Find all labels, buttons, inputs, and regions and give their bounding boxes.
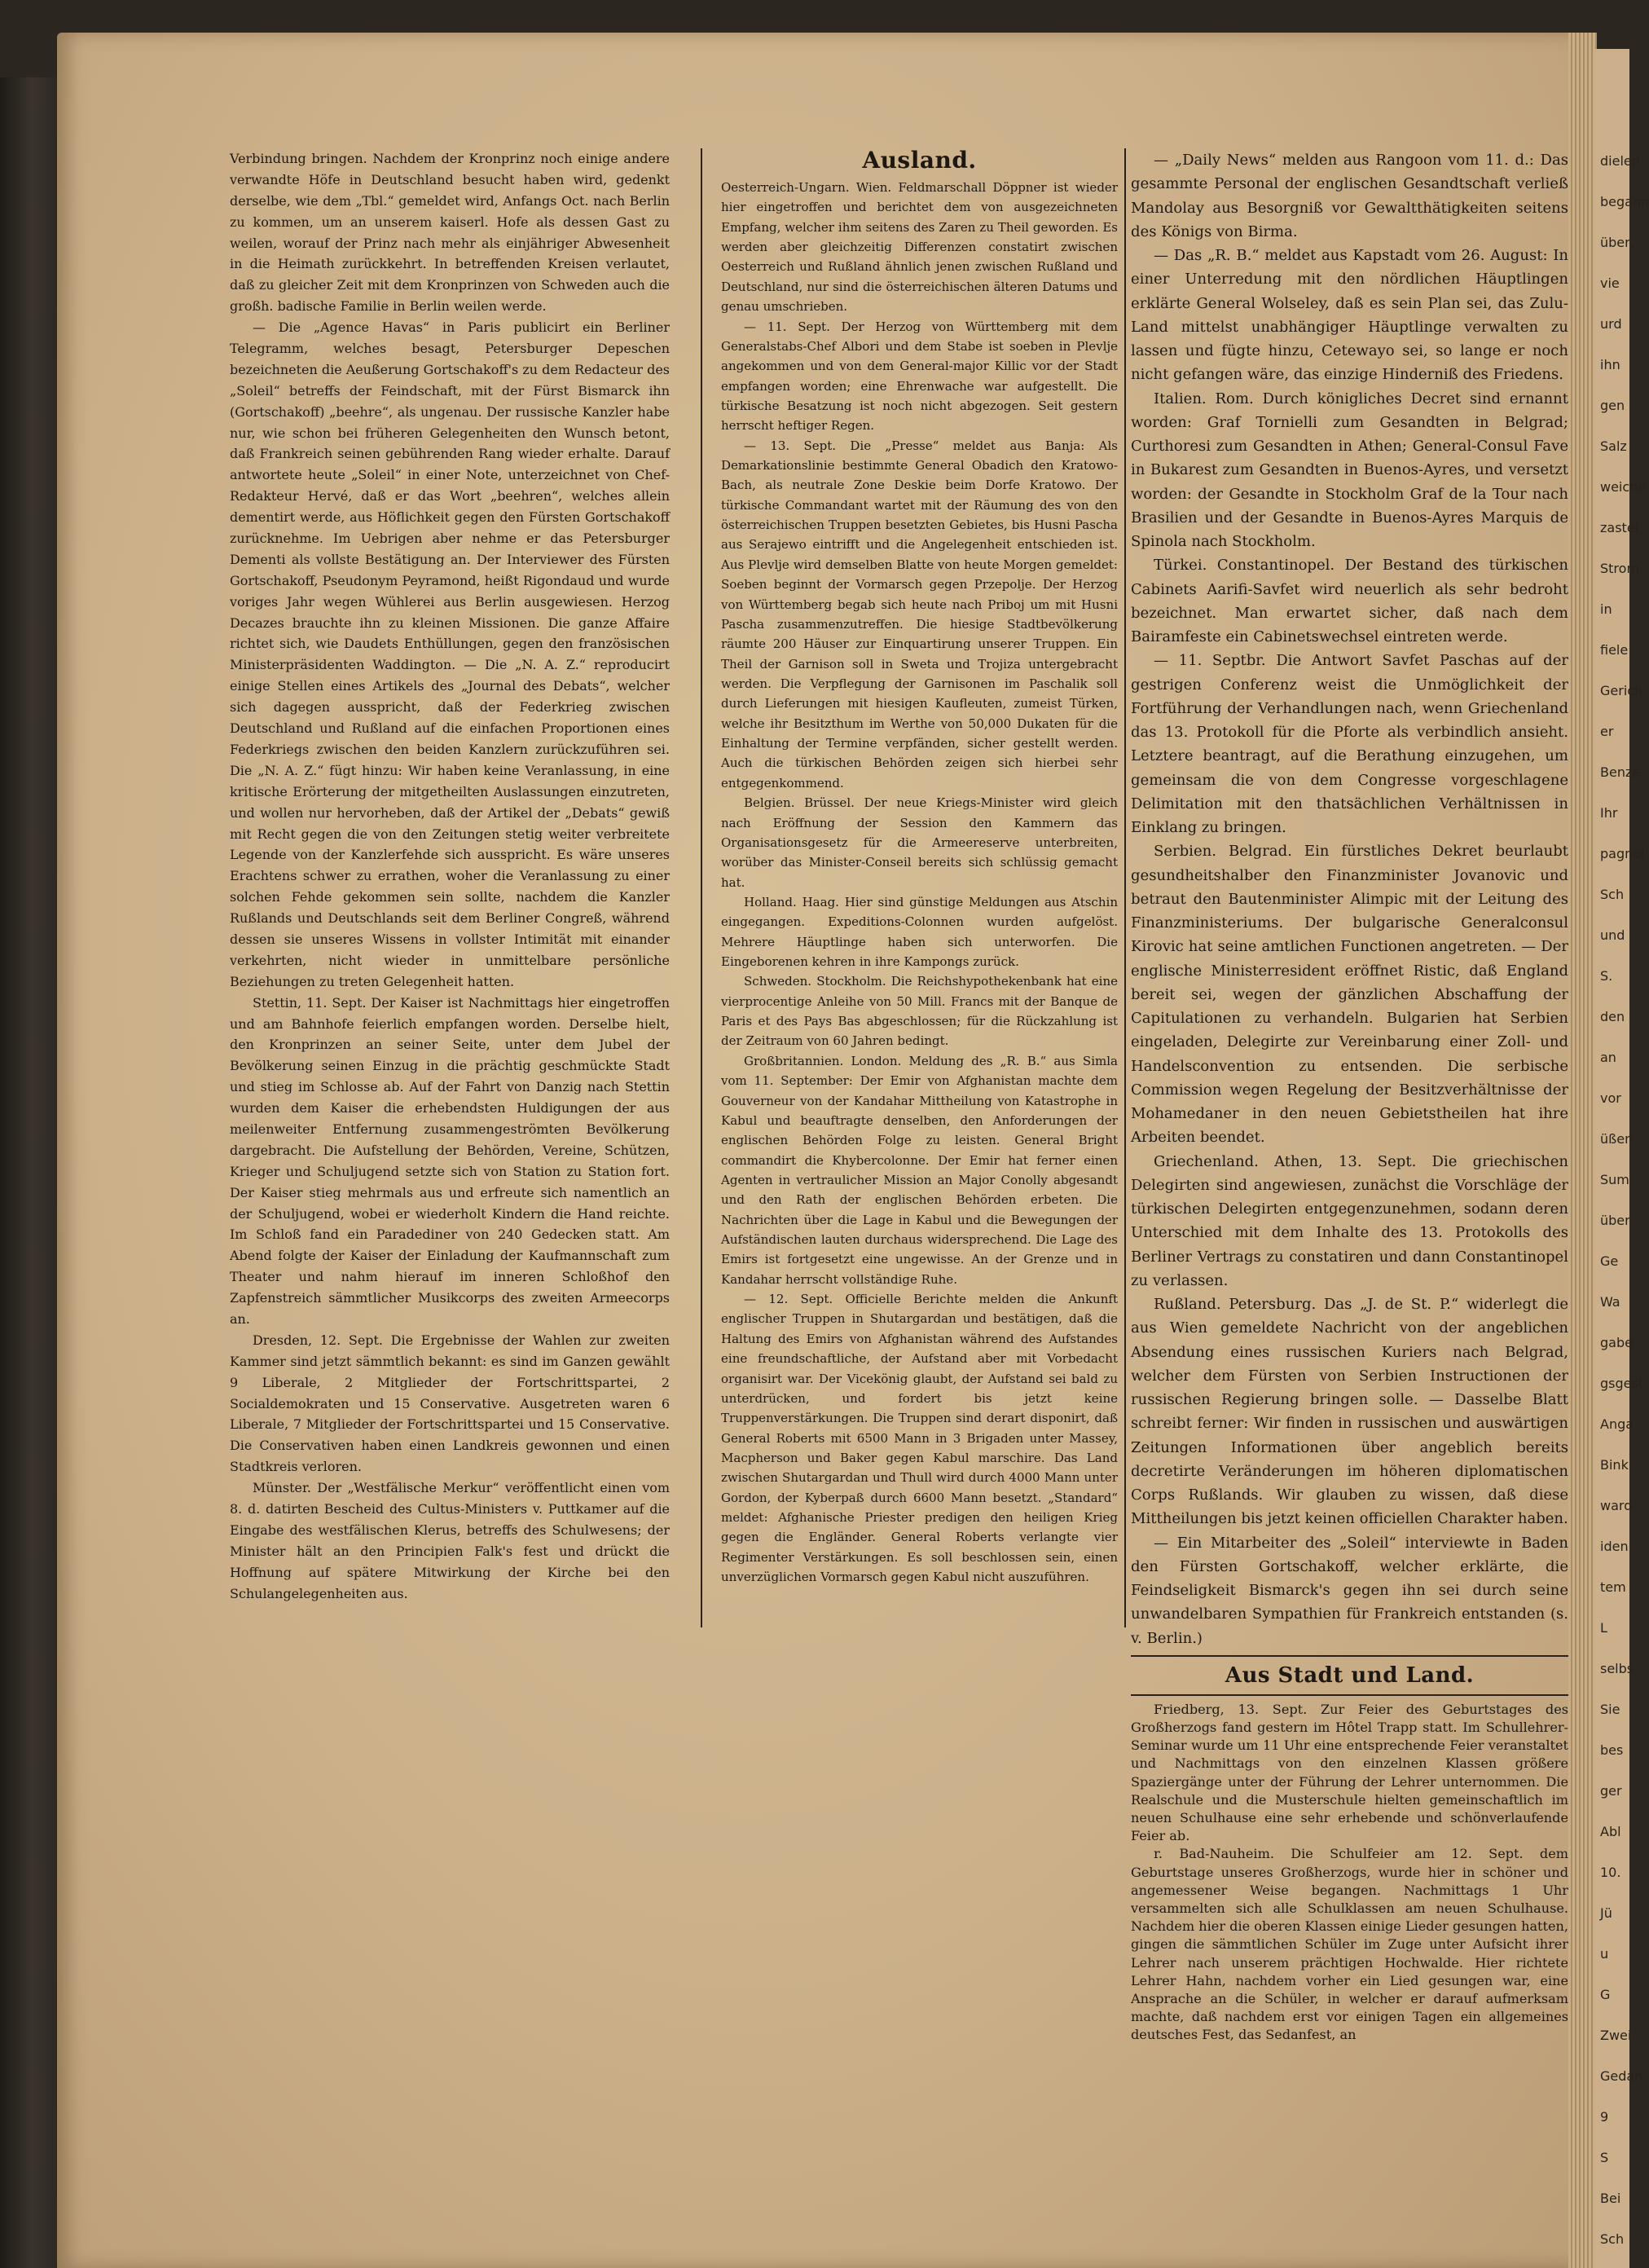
article-text: Stettin, 11. Sept. Der Kaiser ist Nachmittags hier eingetroffen und am Bahnhofe feierlich empfangen worden. Derselbe hielt, den Kronprinzen an seiner Seite, unter dem Jubel der Bevölkerung seinen Einzug in die prächtig geschmückte Stadt und stieg im Schlosse ab. Auf der Fahrt von Danzig nach Stettin wurden dem Kaiser die erhebendsten Huldigungen der aus meilenweiter Entfernung zusammengeströmten Bevölkerung dargebracht. Die Aufstellung der Behörden, Vereine, Schützen, Krieger und Schuljugend setzte sich von Station zu Station fort. Der Kaiser stieg mehrmals aus und erfreute sich namentlich an der Schuljugend, wobei er wiederholt Kindern die Hand reichte. Im Schloß fand ein Paradediner von 240 Gedecken statt. Am Abend folgte der Kaiser der Einladung der Kaufmannschaft zum Theater und nahm hierauf im inneren Schloßhof den Zapfenstreich sämmtlicher Musikcorps des zweiten Armeecorps an. [230,994,670,1327]
margin-fragment: Sch [1600,887,1625,902]
article-text: Friedberg, 13. Sept. Zur Feier des Geburtstages des Großherzogs fand gestern im Hôtel Trapp statt. Im Schullehrer-Seminar wurde um 11 Uhr eine entsprechende Feier veranstaltet und Nachmittags von den einzelnen Klassen größere Spaziergänge unter der Führung der Lehrer unternommen. Die Realschule und die Musterschule hielten gemeinschaftlich im neuen Schulhause eine sehr erhebende und schönverlaufende Feier ab. [1131,1701,1568,1844]
margin-fragment: ward [1600,1498,1633,1513]
margin-fragment: vie [1600,275,1620,291]
margin-fragment: über [1600,1213,1630,1228]
article-text: Rußland. Petersburg. Das „J. de St. P.“ widerlegt die aus Wien gemeldete Nachricht von der angeblichen Absendung eines russischen Kuriers nach Belgrad, welcher dem Fürsten von Serbien Instructionen der russischen Regierung bringen solle. — Dasselbe Blatt schreibt ferner: Wir finden in russischen und auswärtigen Zeitungen Informationen über angeblich bereits decretirte Veränderungen im höheren diplomatischen Corps Rußlands. Wir glauben zu wissen, daß diese Mittheilungen bis jetzt keinen officiellen Charakter haben. [1131,1296,1568,1528]
section-divider [1131,1655,1568,1657]
margin-fragment: G [1600,1987,1611,2002]
margin-fragment: gabe [1600,1335,1633,1350]
margin-fragment: gen [1600,398,1625,413]
article-text: Dresden, 12. Sept. Die Ergebnisse der Wahlen zur zweiten Kammer sind jetzt sämmtlich bekannt: es sind im Ganzen gewählt 9 Liberale, 2 Mitglieder der Fortschrittspartei, 2 Socialdemokraten und 15 Conservative. Ausgetreten waren 6 Liberale, 7 Mitglieder der Fortschrittspartei und 15 Conservative. Die Conservativen haben einen Landkreis gewonnen und einen Stadtkreis verloren. [230,1332,670,1475]
column-middle [721,147,1118,1588]
margin-fragment: Bei [1600,2191,1621,2206]
article-text: Griechenland. Athen, 13. Sept. Die griechischen Delegirten sind angewiesen, zunächst die Vorschläge der türkischen Delegirten entgegenzunehmen, sodann deren Unterschied mit dem Inhalte des 13. Protokolls des Berliner Vertrags zu constatiren und dann Constantinopel zu verlassen. [1131,1152,1568,1289]
margin-fragment: Zwei [1600,2028,1632,2043]
margin-fragment: und [1600,927,1625,943]
margin-fragment: Salz [1600,438,1627,454]
margin-fragment: dielen [1600,153,1640,169]
article-text: Belgien. Brüssel. Der neue Kriegs-Minister wird gleich nach Eröffnung der Session den Kammern das Organisationsgesetz für die Armeereserve unterbreiten, worüber das Minister-Conseil bereits sich schlüssig gemacht hat. [721,795,1118,890]
article-text: — Die „Agence Havas“ in Paris publicirt ein Berliner Telegramm, welches besagt, Petersburger Depeschen bezeichneten die Aeußerung Gortschakoff's zu dem Redacteur des „Soleil“ betreffs der Feindschaft, mit der Fürst Bismarck ihn (Gortschakoff) „beehre“, als ungenau. Der russische Kanzler habe nur, wie schon bei früheren Gelegenheiten den Wunsch betont, daß Frankreich seinen gebührenden Rang wieder erhalte. Darauf antwortete heute „Soleil“ in einer Note, unterzeichnet von Chef-Redakteur Hervé, daß er das Wort „beehren“, welches allein dementirt werde, aus Höflichkeit gegen den Fürsten Gortschakoff zurücknehme. Im Uebrigen aber nehme er das Petersburger Dementi als vollste Bestätigung an. Der Interviewer des Fürsten Gortschakoff, Pseudonym Peyramond, heißt Rigondaud und wurde voriges Jahr wegen Wühlerei aus Berlin ausgewiesen. Herzog Decazes brauchte ihn zu kleinen Missionen. Die ganze Affaire richtet sich, wie Daudets Enthüllungen, gegen den französischen Ministerpräsidenten Waddington. — Die „N. A. Z.“ reproducirt einige Stellen eines Artikels des „Journal des Debats“, welcher sich dagegen ausspricht, daß der Federkrieg zwischen Deutschland und Rußland auf die einfachen Proportionen eines Federkriegs zwischen den beiden Kanzlern zurückzuführen sei. Die „N. A. Z.“ fügt hinzu: Wir haben keine Veranlassung, in eine kritische Erörterung der mitgetheilten Auslassungen einzutreten, und wollen nur hervorheben, daß der Artikel der „Debats“ gewiß mit Recht gegen die von den Zeitungen stetig weiter verbreitete Legende von der Kanzlerfehde sich ausspricht. Es wäre unseres Erachtens schwer zu errathen, woher die Veranlassung zu einer solchen Fehde gekommen sein sollte, nachdem die Kanzler Rußlands und Deutschlands seit dem Berliner Congreß, während dessen sie unseres Wissens in vollster Intimität mit einander verkehrten, nicht wieder in unmittelbare persönliche Beziehungen zu treten Gelegenheit hatten. [230,319,670,989]
margin-fragment: pagnol [1600,846,1645,861]
margin-fragment: Ihr [1600,805,1618,821]
article-text: Münster. Der „Westfälische Merkur“ veröffentlicht einen vom 8. d. datirten Bescheid des Cultus-Ministers v. Puttkamer auf die Eingabe des westfälischen Klerus, betreffs des Schulwesens; der Minister hält an den Principien Falk's fest und drückt die Hoffnung auf spätere Mitwirkung der Kirche bei den Schulangelegenheiten aus. [230,1480,670,1601]
margin-fragment: gsgest [1600,1376,1644,1391]
margin-fragment: begann [1600,194,1649,209]
margin-fragment: Jü [1600,1905,1612,1921]
margin-fragment: Anga [1600,1416,1634,1432]
margin-fragment: Gerich [1600,683,1643,698]
article-text: Schweden. Stockholm. Die Reichshypothekenbank hat eine vierprocentige Anleihe von 50 Mill. Francs mit der Banque de Paris et des Pays Bas abgeschlossen; für die Rückzahlung ist der Zeitraum von 60 Jahren bedingt. [721,974,1118,1049]
article-text: — 12. Sept. Officielle Berichte melden die Ankunft englischer Truppen in Shutargardan und bestätigen, daß die Haltung des Emirs von Afghanistan während des Aufstandes eine freundschaftliche, der Aufstand aber mit Vorbedacht organisirt war. Der Vicekönig glaubt, der Aufstand sei bald zu unterdrücken, und fordert bis jetzt keine Truppenverstärkungen. Die Truppen sind derart disponirt, daß General Roberts mit 6500 Mann in 3 Brigaden unter Massey, Macpherson und Baker gegen Kabul marschire. Das Land zwischen Shutargardan und Thull wird durch 4000 Mann unter Gordon, der Kyberpaß durch 6600 Mann besetzt. „Standard“ meldet: Afghanische Priester predigen den heiligen Krieg gegen die Engländer. General Roberts verlangte vier Regimenter Verstärkungen. Es soll beschlossen sein, einen unverzüglichen Vormarsch gegen Kabul nicht auszuführen. [721,1292,1118,1585]
section-heading-ausland: Ausland. [862,147,977,174]
article-text: — 11. Septbr. Die Antwort Savfet Paschas auf der gestrigen Conferenz weist die Unmöglichkeit der Fortführung der Verhandlungen nach, wenn Griechenland das 13. Protokoll für die Pforte als verbindlich ansieht. Letztere beantragt, auf die Berathung einzugehen, um gemeinsam die von dem Congresse vorgeschlagene Delimitation mit den thatsächlichen Verhältnissen in Einklang zu bringen. [1131,652,1568,836]
article-text: Großbritannien. London. Meldung des „R. B.“ aus Simla vom 11. September: Der Emir von Afghanistan machte dem Gouverneur von der Kandahar Mittheilung von Katastrophe in Kabul und beauftragte denselben, den Anforderungen der englischen Behörden Folge zu leisten. General Bright commandirt die Khybercolonne. Der Emir hat ferner einen Agenten in vertraulicher Mission an Major Conolly abgesandt und den Rath der englischen Behörden erbeten. Die Nachrichten über die Lage in Kabul und die Bewegungen der Aufständischen lauten durchaus widersprechend. Die Lage des Emirs ist fortgesetzt eine ungewisse. An der Grenze und in Kandahar herrscht vollständige Ruhe. [721,1053,1118,1287]
article-text: — Ein Mitarbeiter des „Soleil“ interviewte in Baden den Fürsten Gortschakoff, welcher erklärte, die Feindseligkeit Bismarck's gegen ihn sei durch seine unwandelbaren Sympathien für Frankreich entstanden (s. v. Berlin.) [1131,1534,1568,1647]
margin-fragment: L [1600,1620,1607,1636]
margin-fragment: Strom [1600,561,1640,576]
column-rule-1 [701,148,702,1627]
margin-fragment: Bink [1600,1457,1629,1473]
margin-fragment: Ge [1600,1253,1619,1269]
article-text: Italien. Rom. Durch königliches Decret sind ernannt worden: Graf Tornielli zum Gesandten in Belgrad; Curthoresi zum Gesandten in Athen; General-Consul Fave in Bukarest zum Gesandten in Buenos-Ayres, und versetzt worden: der Gesandte in Stockholm Graf de la Tour nach Brasilien und der Gesandte in Buenos-Ayres Marquis de Spinola nach Stockholm. [1131,390,1568,550]
margin-fragment: ger [1600,1783,1622,1799]
margin-fragment: in [1600,601,1612,617]
column-right [1131,148,1568,2045]
article-text: — 13. Sept. Die „Presse“ meldet aus Banja: Als Demarkationslinie bestimmte General Obadich den Kratowo-Bach, als neutrale Zone Deskie beim Dorfe Kratowo. Der türkische Commandant wartet mit der Räumung des von den österreichischen Truppen besetzten Gebietes, bis Husni Pascha aus Serajewo eintrifft und die Angelegenheit entschieden ist. Aus Plevlje wird demselben Blatte von heute Morgen gemeldet: Soeben beginnt der Vormarsch gegen Przepolje. Der Herzog von Württemberg begab sich heute nach Priboj um mit Husni Pascha zusammenzutreffen. Die hiesige Stadtbevölkerung räumte 200 Häuser zur Einquartirung unserer Truppen. Ein Theil der Garnison soll in Sweta und Trojiza untergebracht werden. Die Verpflegung der Garnisonen im Paschalik soll durch Lieferungen mit hiesigen Kaufleuten, zumeist Türken, welche ihr Besitzthum im Werthe von 50,000 Dukaten für die Einhaltung der Termine verpfänden, sicher gestellt werden. Auch die türkischen Behörden zeigen sich hierbei sehr entgegenkommend. [721,438,1118,790]
page-edges [1568,33,1597,2268]
article-text: — „Daily News“ melden aus Rangoon vom 11. d.: Das gesammte Personal der englischen Gesandtschaft verließ Mandolay aus Besorgniß vor Gewaltthätigkeiten seitens des Königs von Birma. [1131,152,1568,240]
margin-fragment: er [1600,724,1614,739]
margin-fragment: Gedan [1600,2068,1643,2084]
margin-fragment: den [1600,1009,1625,1024]
margin-fragment: iden [1600,1539,1629,1554]
margin-fragment: S. [1600,968,1613,984]
margin-fragment: bes [1600,1742,1624,1758]
margin-fragment: 10. [1600,1865,1621,1880]
article-text: Holland. Haag. Hier sind günstige Meldungen aus Atschin eingegangen. Expeditions-Colonnen wurden aufgelöst. Mehrere Häuptlinge haben sich unterworfen. Die Eingeborenen kehren in ihre Kampongs zurück. [721,894,1118,970]
margin-fragment: üßen [1600,1131,1634,1147]
margin-fragment: S [1600,2150,1609,2165]
margin-fragment: weiche [1600,479,1647,495]
margin-fragment: Abl [1600,1824,1621,1839]
margin-fragment: vor [1600,1090,1621,1106]
margin-fragment: zastel [1600,520,1639,535]
margin-fragment: fiele [1600,642,1629,658]
margin-fragment: über, [1600,235,1634,250]
margin-fragment: u [1600,1946,1609,1962]
article-text: Türkei. Constantinopel. Der Bestand des türkischen Cabinets Aarifi-Savfet wird neuerlich als sehr bedroht bezeichnet. Man erwartet sicher, daß nach dem Bairamfeste ein Cabinetswechsel eintreten werde. [1131,557,1568,645]
margin-fragment: Sch [1600,2231,1625,2247]
article-text: — Das „R. B.“ meldet aus Kapstadt vom 26. August: In einer Unterredung mit den nördlichen Häuptlingen erklärte General Wolseley, daß es sein Plan sei, das Zulu-Land mittelst unabhängiger Häuptlinge verwalten zu lassen und fügte hinzu, Cetewayo sei, so lange er noch nicht gefangen wäre, das einzige Hinderniß des Friedens. [1131,247,1568,384]
section-divider [1131,1694,1568,1696]
margin-fragment: selbs [1600,1661,1634,1676]
column-left [230,148,670,1604]
margin-fragment: Sie [1600,1702,1620,1717]
margin-fragment: Benze [1600,764,1641,780]
article-text: r. Bad-Nauheim. Die Schulfeier am 12. Sept. dem Geburtstage unseres Großherzogs, wurde hier in schöner und angemessener Weise begangen. Nachmittags 1 Uhr versammelten sich alle Schulklassen am neuen Schulhause. Nachdem hier die oberen Klassen einige Lieder gesungen hatten, gingen die sämmtlichen Schüler im Zuge unter Aufsicht ihrer Lehrer nach unserem prächtigen Hochwalde. Hier richtete Lehrer Hahn, nachdem vorher ein Lied gesungen war, eine Ansprache an die Schüler, in welcher er darauf aufmerksam machte, daß nachdem erst vor einigen Tagen ein allgemeines deutsches Fest, das Sedanfest, an [1131,1846,1568,2043]
margin-fragment: tem [1600,1579,1626,1595]
margin-fragment: 9 [1600,2109,1609,2125]
article-text: Serbien. Belgrad. Ein fürstliches Dekret beurlaubt gesundheitshalber den Finanzminister Jovanovic und betraut den Bautenminister Alimpic mit der Leitung des Finanzministeriums. Der bulgarische Generalconsul Kirovic hat seine amtlichen Functionen angetreten. — Der englische Ministerresident eröffnet Ristic, daß England bereit sei, wegen der gänzlichen Abschaffung der Capitulationen zu verhandeln. Bulgarien hat Serbien eingeladen, Delegirte zur Vereinbarung einer Zoll- und Handelsconvention zu entsenden. Die serbische Commission wegen Regelung der Besitzverhältnisse der Mohamedaner in den neuen Gebietstheilen hat ihre Arbeiten beendet. [1131,843,1568,1147]
margin-fragment: Sum [1600,1172,1629,1187]
section-heading-stadt-und-land: Aus Stadt und Land. [1225,1662,1475,1688]
facing-page-fragment [1595,49,1649,2268]
margin-fragment: ihn [1600,357,1620,372]
article-text: Oesterreich-Ungarn. Wien. Feldmarschall Döppner ist wieder hier eingetroffen und berichtet dem von ausgezeichneten Empfang, welcher ihm seitens des Zaren zu Theil geworden. Es werden aber gleichzeitig Differenzen constatirt zwischen Oesterreich und Rußland ähnlich jenen zwischen Rußland und Deutschland, nur sind die österreichischen älteren Datums und genau umschrieben. [721,180,1118,315]
margin-fragment: Wa [1600,1294,1620,1310]
column-rule-2 [1124,148,1126,1627]
margin-fragment: urd [1600,316,1622,332]
article-text: — 11. Sept. Der Herzog von Württemberg mit dem Generalstabs-Chef Albori und dem Stabe ist soeben in Plevlje angekommen und von dem General-major Killic vor der Stadt empfangen worden; eine Ehrenwache war aufgestellt. Die türkische Besatzung ist noch nicht abgezogen. Seit gestern herrscht heftiger Regen. [721,319,1118,434]
margin-fragment: an [1600,1050,1616,1065]
article-text: Verbindung bringen. Nachdem der Kronprinz noch einige andere verwandte Höfe in Deutschland besucht haben wird, gedenkt derselbe, wie dem „Tbl.“ gemeldet wird, Anfangs Oct. nach Berlin zu kommen, um an unserem kaiserl. Hofe als dessen Gast zu weilen, worauf der Prinz nach mehr als einjähriger Abwesenheit in die Heimath zurückkehrt. In betreffenden Kreisen verlautet, daß zu gleicher Zeit mit dem Kronprinzen von Schweden auch die großh. badische Familie in Berlin weilen werde. [230,151,670,315]
